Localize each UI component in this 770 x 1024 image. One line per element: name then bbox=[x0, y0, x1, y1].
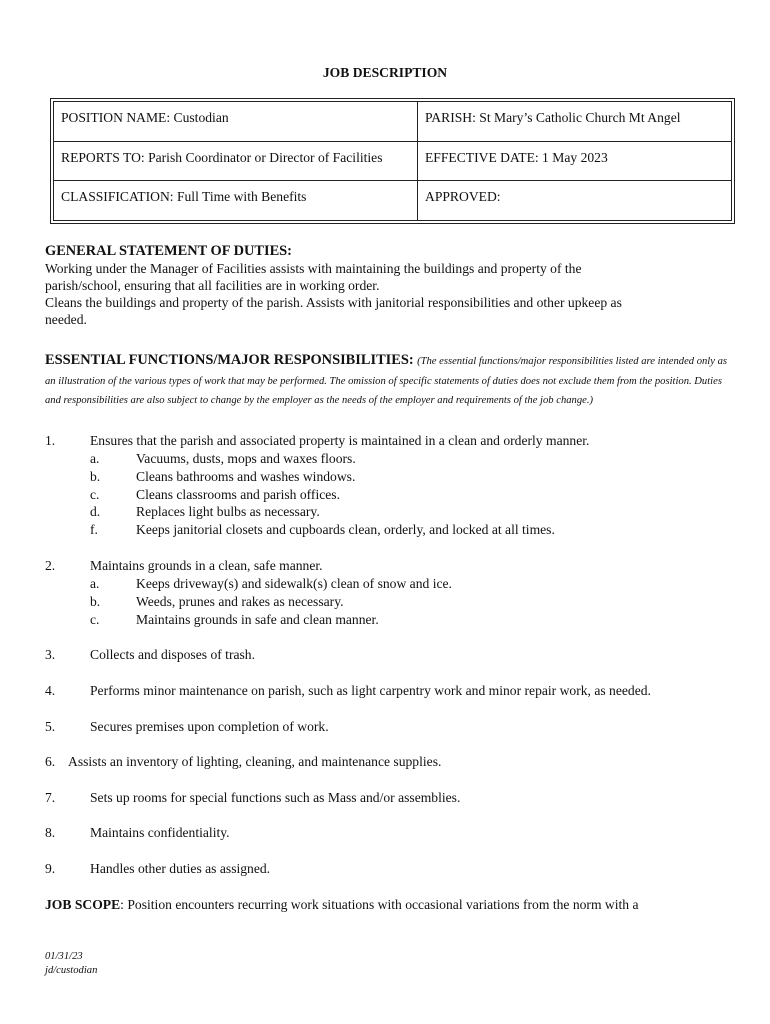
info-table bbox=[50, 98, 735, 224]
duty-text: Sets up rooms for special functions such as Mass and/or assemblies. bbox=[90, 790, 461, 805]
sub-item-letter: b. bbox=[90, 469, 101, 484]
sub-item-text: Replaces light bulbs as necessary. bbox=[136, 504, 320, 519]
sub-item-letter: a. bbox=[90, 451, 100, 466]
footer-date: 01/31/23 bbox=[45, 951, 83, 962]
approved-cell: APPROVED: bbox=[418, 181, 732, 221]
sub-item-letter: c. bbox=[90, 487, 100, 502]
sub-item-text: Cleans bathrooms and washes windows. bbox=[136, 469, 356, 484]
duty-text: Secures premises upon completion of work. bbox=[90, 719, 329, 734]
sub-item-text: Weeds, prunes and rakes as necessary. bbox=[136, 594, 344, 609]
duty-text: Maintains grounds in a clean, safe manner. bbox=[90, 558, 323, 573]
sub-item-text: Maintains grounds in safe and clean manner. bbox=[136, 612, 379, 627]
duty-text: Collects and disposes of trash. bbox=[90, 647, 255, 662]
general-line: parish/school, ensuring that all facilities are in working order. bbox=[45, 278, 380, 293]
sub-item-letter: b. bbox=[90, 594, 101, 609]
sub-item-text: Keeps janitorial closets and cupboards clean, orderly, and locked at all times. bbox=[136, 522, 555, 537]
sub-item-letter: d. bbox=[90, 504, 101, 519]
essential-functions bbox=[45, 351, 735, 410]
essential-heading: ESSENTIAL FUNCTIONS/MAJOR RESPONSIBILITIES: bbox=[45, 352, 414, 368]
duty-text: Performs minor maintenance on parish, such as light carpentry work and minor repair work, as needed. bbox=[90, 683, 651, 698]
effective-date-cell: EFFECTIVE DATE: 1 May 2023 bbox=[418, 141, 732, 181]
sub-item-letter: f. bbox=[90, 522, 98, 537]
job-scope-text: : Position encounters recurring work situations with occasional variations from the norm with a bbox=[120, 897, 639, 912]
duty-number: 6. bbox=[45, 754, 56, 769]
duty-number: 7. bbox=[45, 790, 56, 805]
duty-number: 8. bbox=[45, 825, 56, 840]
job-scope-label: JOB SCOPE bbox=[45, 897, 121, 912]
duty-number: 1. bbox=[45, 433, 56, 448]
footer-file: jd/custodian bbox=[45, 965, 98, 976]
sub-item-letter: a. bbox=[90, 576, 100, 591]
essential-note: (The essential functions/major responsibilities listed are intended only as an illustration of the various types of work that may be performed. The omission of specific statements of duties does not exclude them from the position. Duties and responsibilities are also subject to change by the employer as the needs of the employer and requirements of the job change.) bbox=[45, 356, 728, 406]
duty-number: 3. bbox=[45, 647, 56, 662]
duty-number: 4. bbox=[45, 683, 56, 698]
reports-to-cell: REPORTS TO: Parish Coordinator or Director of Facilities bbox=[54, 141, 418, 181]
job-scope bbox=[45, 896, 735, 913]
parish-cell: PARISH: St Mary’s Catholic Church Mt Angel bbox=[418, 102, 732, 142]
general-heading: GENERAL STATEMENT OF DUTIES: bbox=[45, 243, 292, 259]
footer bbox=[45, 950, 97, 978]
duty-text: Assists an inventory of lighting, cleaning, and maintenance supplies. bbox=[68, 754, 442, 769]
position-name-cell: POSITION NAME: Custodian bbox=[54, 102, 418, 142]
duty-number: 9. bbox=[45, 861, 56, 876]
sub-item-text: Cleans classrooms and parish offices. bbox=[136, 487, 340, 502]
general-statement bbox=[45, 243, 735, 328]
general-line: needed. bbox=[45, 312, 87, 327]
duty-text: Maintains confidentiality. bbox=[90, 825, 230, 840]
document-title: JOB DESCRIPTION bbox=[322, 65, 448, 80]
duty-number: 2. bbox=[45, 558, 56, 573]
sub-item-text: Vacuums, dusts, mops and waxes floors. bbox=[136, 451, 356, 466]
duty-number: 5. bbox=[45, 719, 56, 734]
duty-text: Ensures that the parish and associated property is maintained in a clean and orderly manner. bbox=[90, 433, 590, 448]
sub-item-text: Keeps driveway(s) and sidewalk(s) clean of snow and ice. bbox=[136, 576, 452, 591]
sub-item-letter: c. bbox=[90, 612, 100, 627]
general-line: Cleans the buildings and property of the parish. Assists with janitorial responsibilities and other upkeep as bbox=[45, 295, 622, 310]
duty-text: Handles other duties as assigned. bbox=[90, 861, 271, 876]
classification-cell: CLASSIFICATION: Full Time with Benefits bbox=[54, 181, 418, 221]
general-line: Working under the Manager of Facilities assists with maintaining the buildings and property of the bbox=[45, 261, 582, 276]
